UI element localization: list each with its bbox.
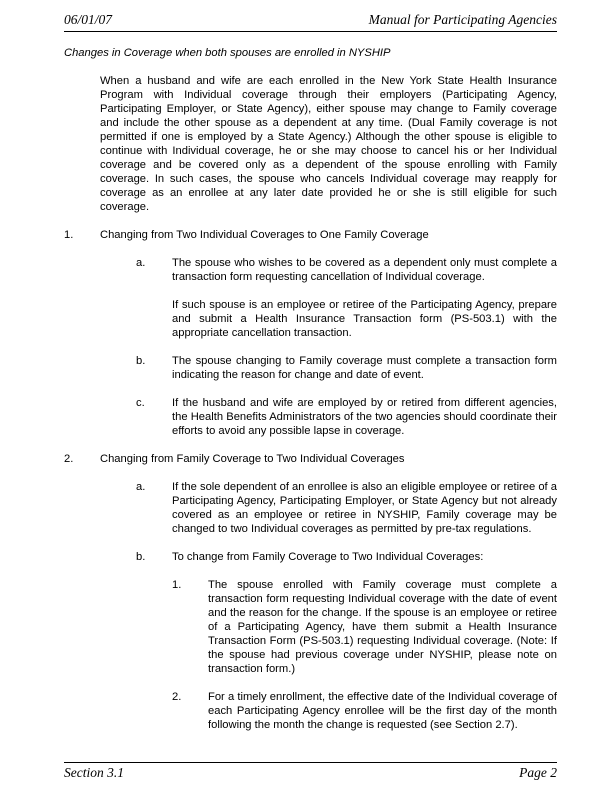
list-item-number: 2.	[64, 453, 74, 465]
step-paragraph: For a timely enrollment, the effective date of the Individual coverage of each Participating Agency enrollee will be the first day of the month following the month the change is requested (see Section 2.7).	[208, 691, 557, 731]
footer-rule	[64, 762, 557, 763]
sub-item-paragraph: If the sole dependent of an enrollee is also an eligible employee or retiree of a Participating Agency, Participating Employer, or State Agency but not already covered as an employee or retiree in NYSHIP, Family coverage may be changed to two Individual coverages as permitted by pre-tax regulations.	[172, 481, 557, 535]
sub-item-2b	[136, 550, 557, 732]
header-date: 06/01/07	[64, 12, 113, 27]
sub-item-1c	[136, 396, 557, 438]
sub-item-label: b.	[136, 551, 146, 563]
sub-item-paragraph: If such spouse is an employee or retiree of the Participating Agency, prepare and submit a Health Insurance Transaction form (PS-503.1) with the appropriate cancellation transaction.	[172, 299, 557, 339]
sub-item-label: b.	[136, 355, 146, 367]
sub-item-paragraph: The spouse changing to Family coverage must complete a transaction form indicating the reason for change and date of event.	[172, 355, 557, 381]
sub-item-label: a.	[136, 257, 146, 269]
intro-paragraph: When a husband and wife are each enrolled in the New York State Health Insurance Program with Individual coverage through their employers (Participating Agency, Participating Employer, or State Agency), either spouse may change to Family coverage and include the other spouse as a dependent at any time. (Dual Family coverage is not permitted if one is employed by a State Agency.) Although the other spouse is eligible to continue with Individual coverage, he or she may choose to cancel his or her Individual coverage and be covered only as a dependent of the spouse enrolling with Family coverage. In such cases, the spouse who cancels Individual coverage may reapply for coverage as an enrollee at any later date provided he or she is still eligible for such coverage.	[100, 75, 557, 213]
sub-item-1a	[136, 256, 557, 340]
section-title: Changes in Coverage when both spouses are enrolled in NYSHIP	[64, 47, 391, 59]
sub-item-2a	[136, 480, 557, 536]
header-manual-title: Manual for Participating Agencies	[368, 12, 557, 27]
list-item-title: Changing from Family Coverage to Two Individual Coverages	[100, 453, 405, 465]
sub-item-paragraph: To change from Family Coverage to Two Individual Coverages:	[172, 551, 484, 563]
step-label: 1.	[172, 579, 182, 591]
page-content	[64, 46, 557, 746]
list-item-2	[64, 452, 557, 746]
step-paragraph: The spouse enrolled with Family coverage must complete a transaction form requesting Individual coverage with the date of event and the reason for the change. If the spouse is an employee or retiree of a Participating Agency, have them submit a Health Insurance Transaction Form (PS-503.1) requesting Individual coverage. (Note: If the spouse had previous coverage under NYSHIP, please note on transaction form.)	[208, 579, 557, 675]
page-footer	[64, 765, 557, 781]
footer-section: Section 3.1	[64, 765, 124, 780]
step-item-2	[172, 690, 557, 732]
step-item-1	[172, 578, 557, 676]
header-rule	[64, 31, 557, 32]
page-header	[64, 12, 557, 28]
list-item-title: Changing from Two Individual Coverages to One Family Coverage	[100, 229, 429, 241]
footer-page-number: Page 2	[519, 765, 557, 780]
sub-item-1b	[136, 354, 557, 382]
sub-item-paragraph: If the husband and wife are employed by or retired from different agencies, the Health Benefits Administrators of the two agencies should coordinate their efforts to avoid any possible lapse in coverage.	[172, 397, 557, 437]
sub-item-label: a.	[136, 481, 146, 493]
sub-item-label: c.	[136, 397, 145, 409]
list-item-1	[64, 228, 557, 452]
list-item-number: 1.	[64, 229, 74, 241]
sub-item-paragraph: The spouse who wishes to be covered as a dependent only must complete a transaction form requesting cancellation of Individual coverage.	[172, 257, 557, 283]
step-label: 2.	[172, 691, 182, 703]
